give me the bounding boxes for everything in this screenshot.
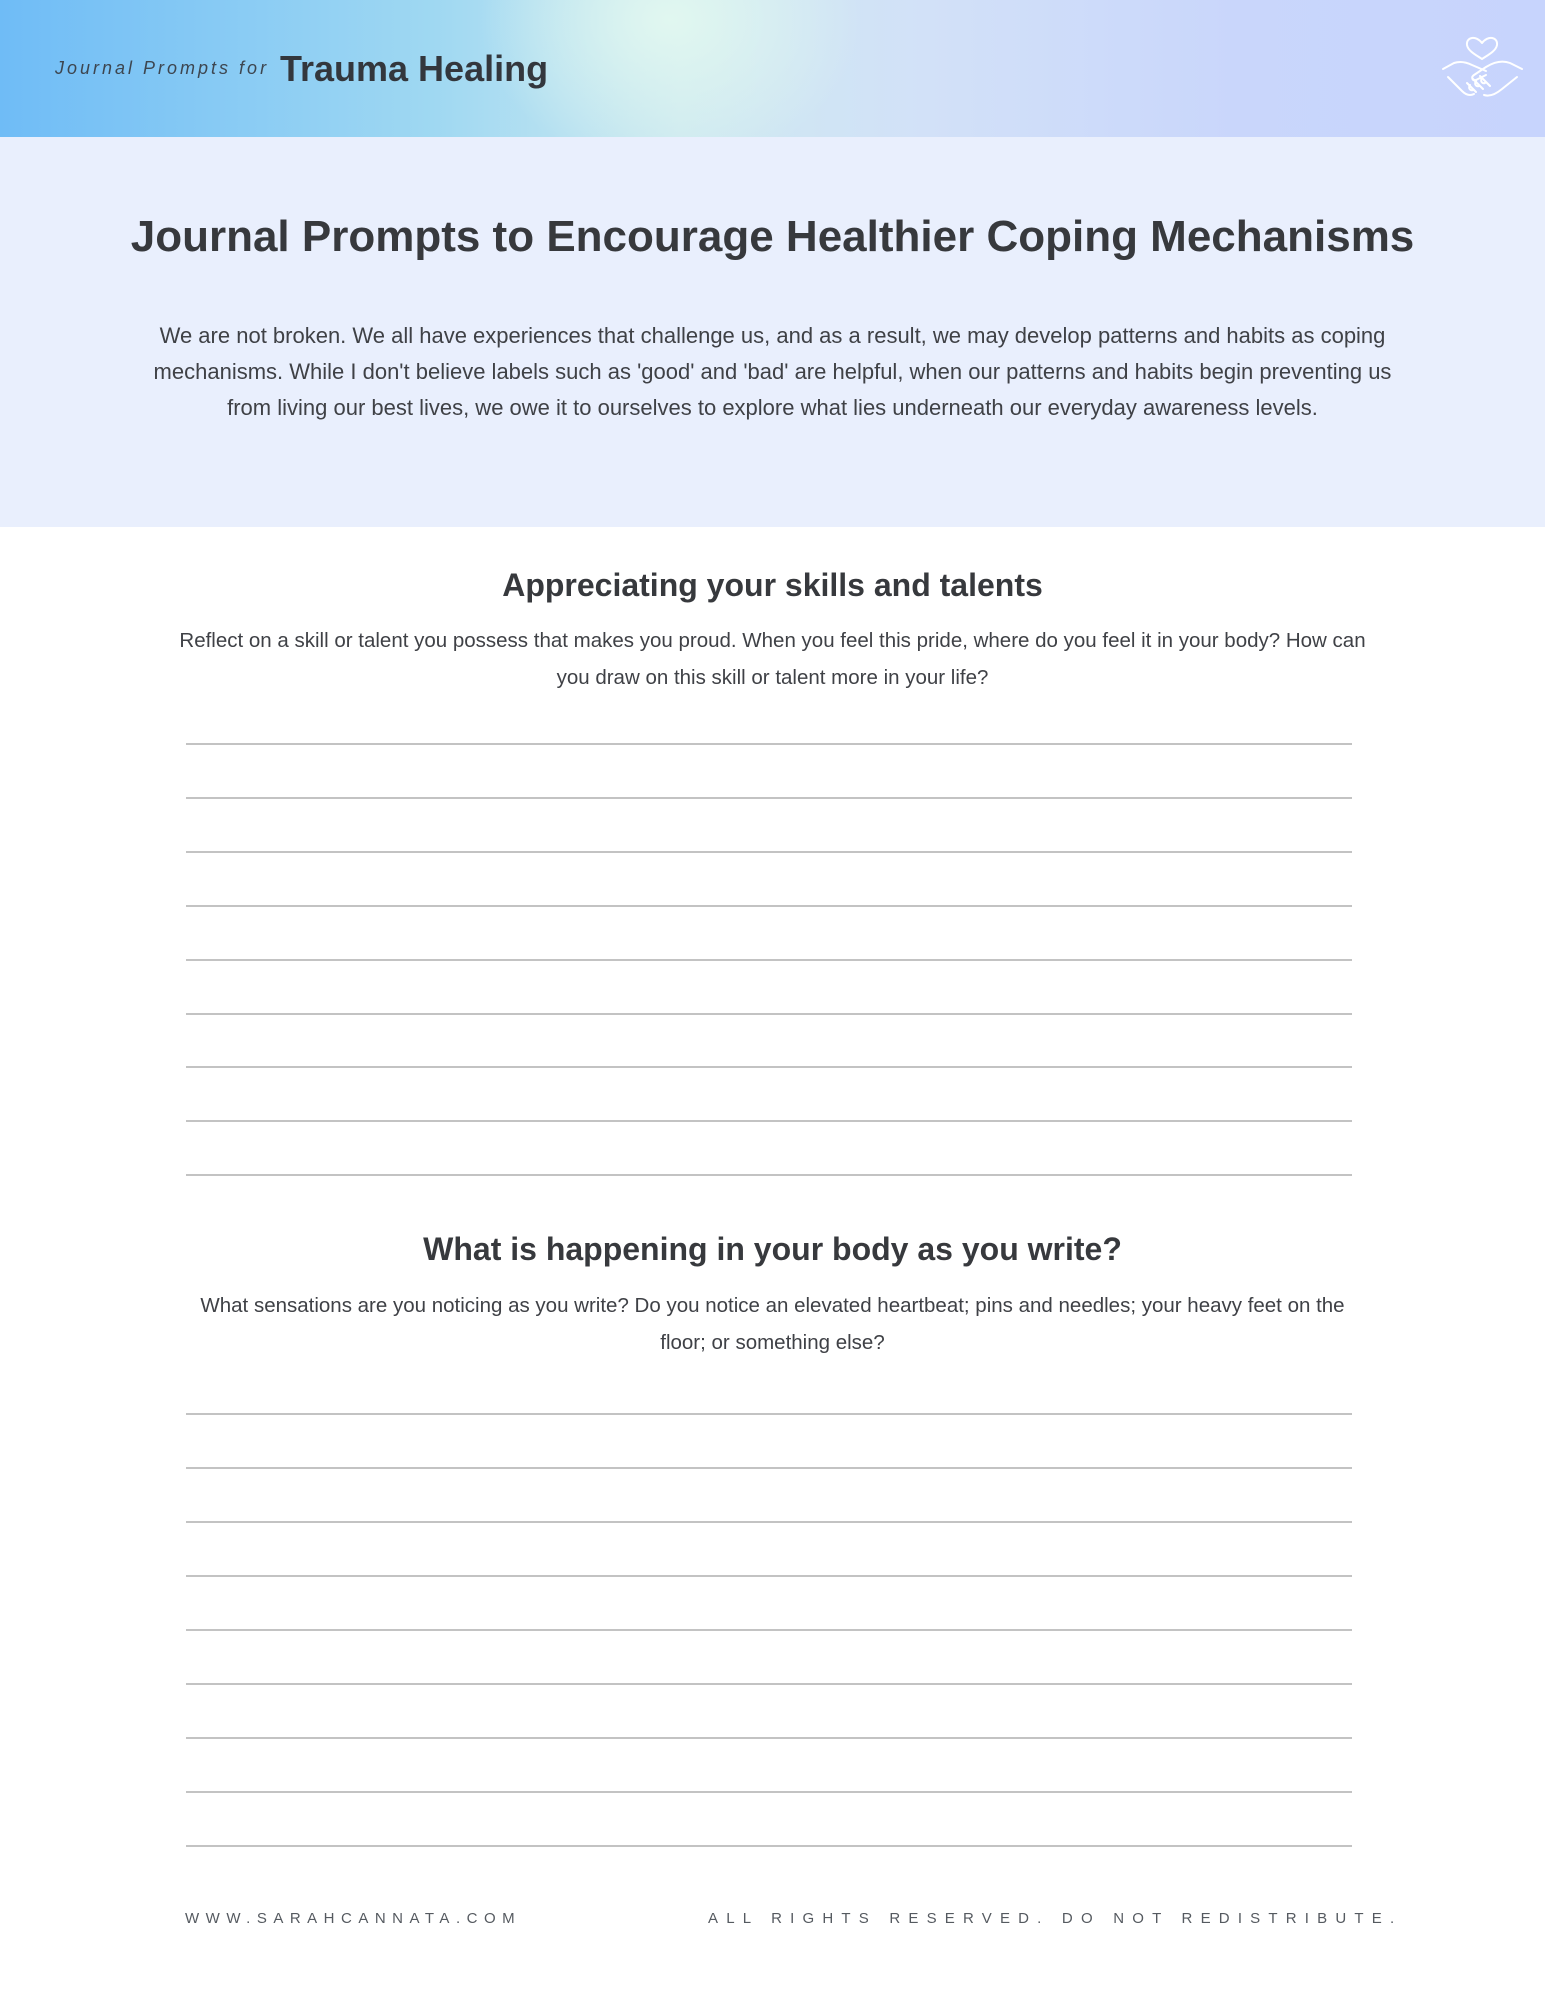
footer-rights: ALL RIGHTS RESERVED. DO NOT REDISTRIBUTE. — [708, 1910, 1403, 1927]
writing-line — [186, 1575, 1352, 1577]
writing-line — [186, 959, 1352, 961]
writing-line — [186, 851, 1352, 853]
header-title: Trauma Healing — [280, 48, 549, 89]
writing-line — [186, 1066, 1352, 1068]
writing-line — [186, 1791, 1352, 1793]
footer-website: WWW.SARAHCANNATA.COM — [185, 1910, 522, 1927]
writing-line — [186, 1737, 1352, 1739]
page-header — [0, 0, 1545, 137]
writing-line — [186, 1013, 1352, 1015]
writing-line — [186, 797, 1352, 799]
writing-line — [186, 1174, 1352, 1176]
writing-line — [186, 1845, 1352, 1847]
writing-line — [186, 1413, 1352, 1415]
writing-line — [186, 905, 1352, 907]
writing-line — [186, 1120, 1352, 1122]
header-pre-title: Journal Prompts for — [55, 58, 270, 78]
section-prompt-body: What sensations are you noticing as you write? Do you notice an elevated heartbeat; pins and needles; your heavy feet on the floor; or something else? — [200, 1294, 1345, 1354]
section-prompt-skills: Reflect on a skill or talent you possess that makes you proud. When you feel this pride, where do you feel it in your body? How can you draw on this skill or talent more in your life? — [179, 629, 1366, 689]
writing-line — [186, 1521, 1352, 1523]
heart-handshake-icon — [1440, 25, 1525, 110]
section-title-body: What is happening in your body as you write? — [423, 1231, 1122, 1267]
writing-line — [186, 743, 1352, 745]
writing-line — [186, 1683, 1352, 1685]
intro-paragraph: We are not broken. We all have experiences that challenge us, and as a result, we may develop patterns and habits as coping mechanisms. While I don't believe labels such as 'good' and 'bad' are helpful, when our patterns and habits begin preventing us from living our best lives, we owe it to ourselves to explore what lies underneath our everyday awareness levels. — [153, 323, 1392, 420]
section-title-skills: Appreciating your skills and talents — [502, 567, 1043, 603]
page-title: Journal Prompts to Encourage Healthier Coping Mechanisms — [130, 212, 1415, 261]
writing-line — [186, 1629, 1352, 1631]
writing-line — [186, 1467, 1352, 1469]
